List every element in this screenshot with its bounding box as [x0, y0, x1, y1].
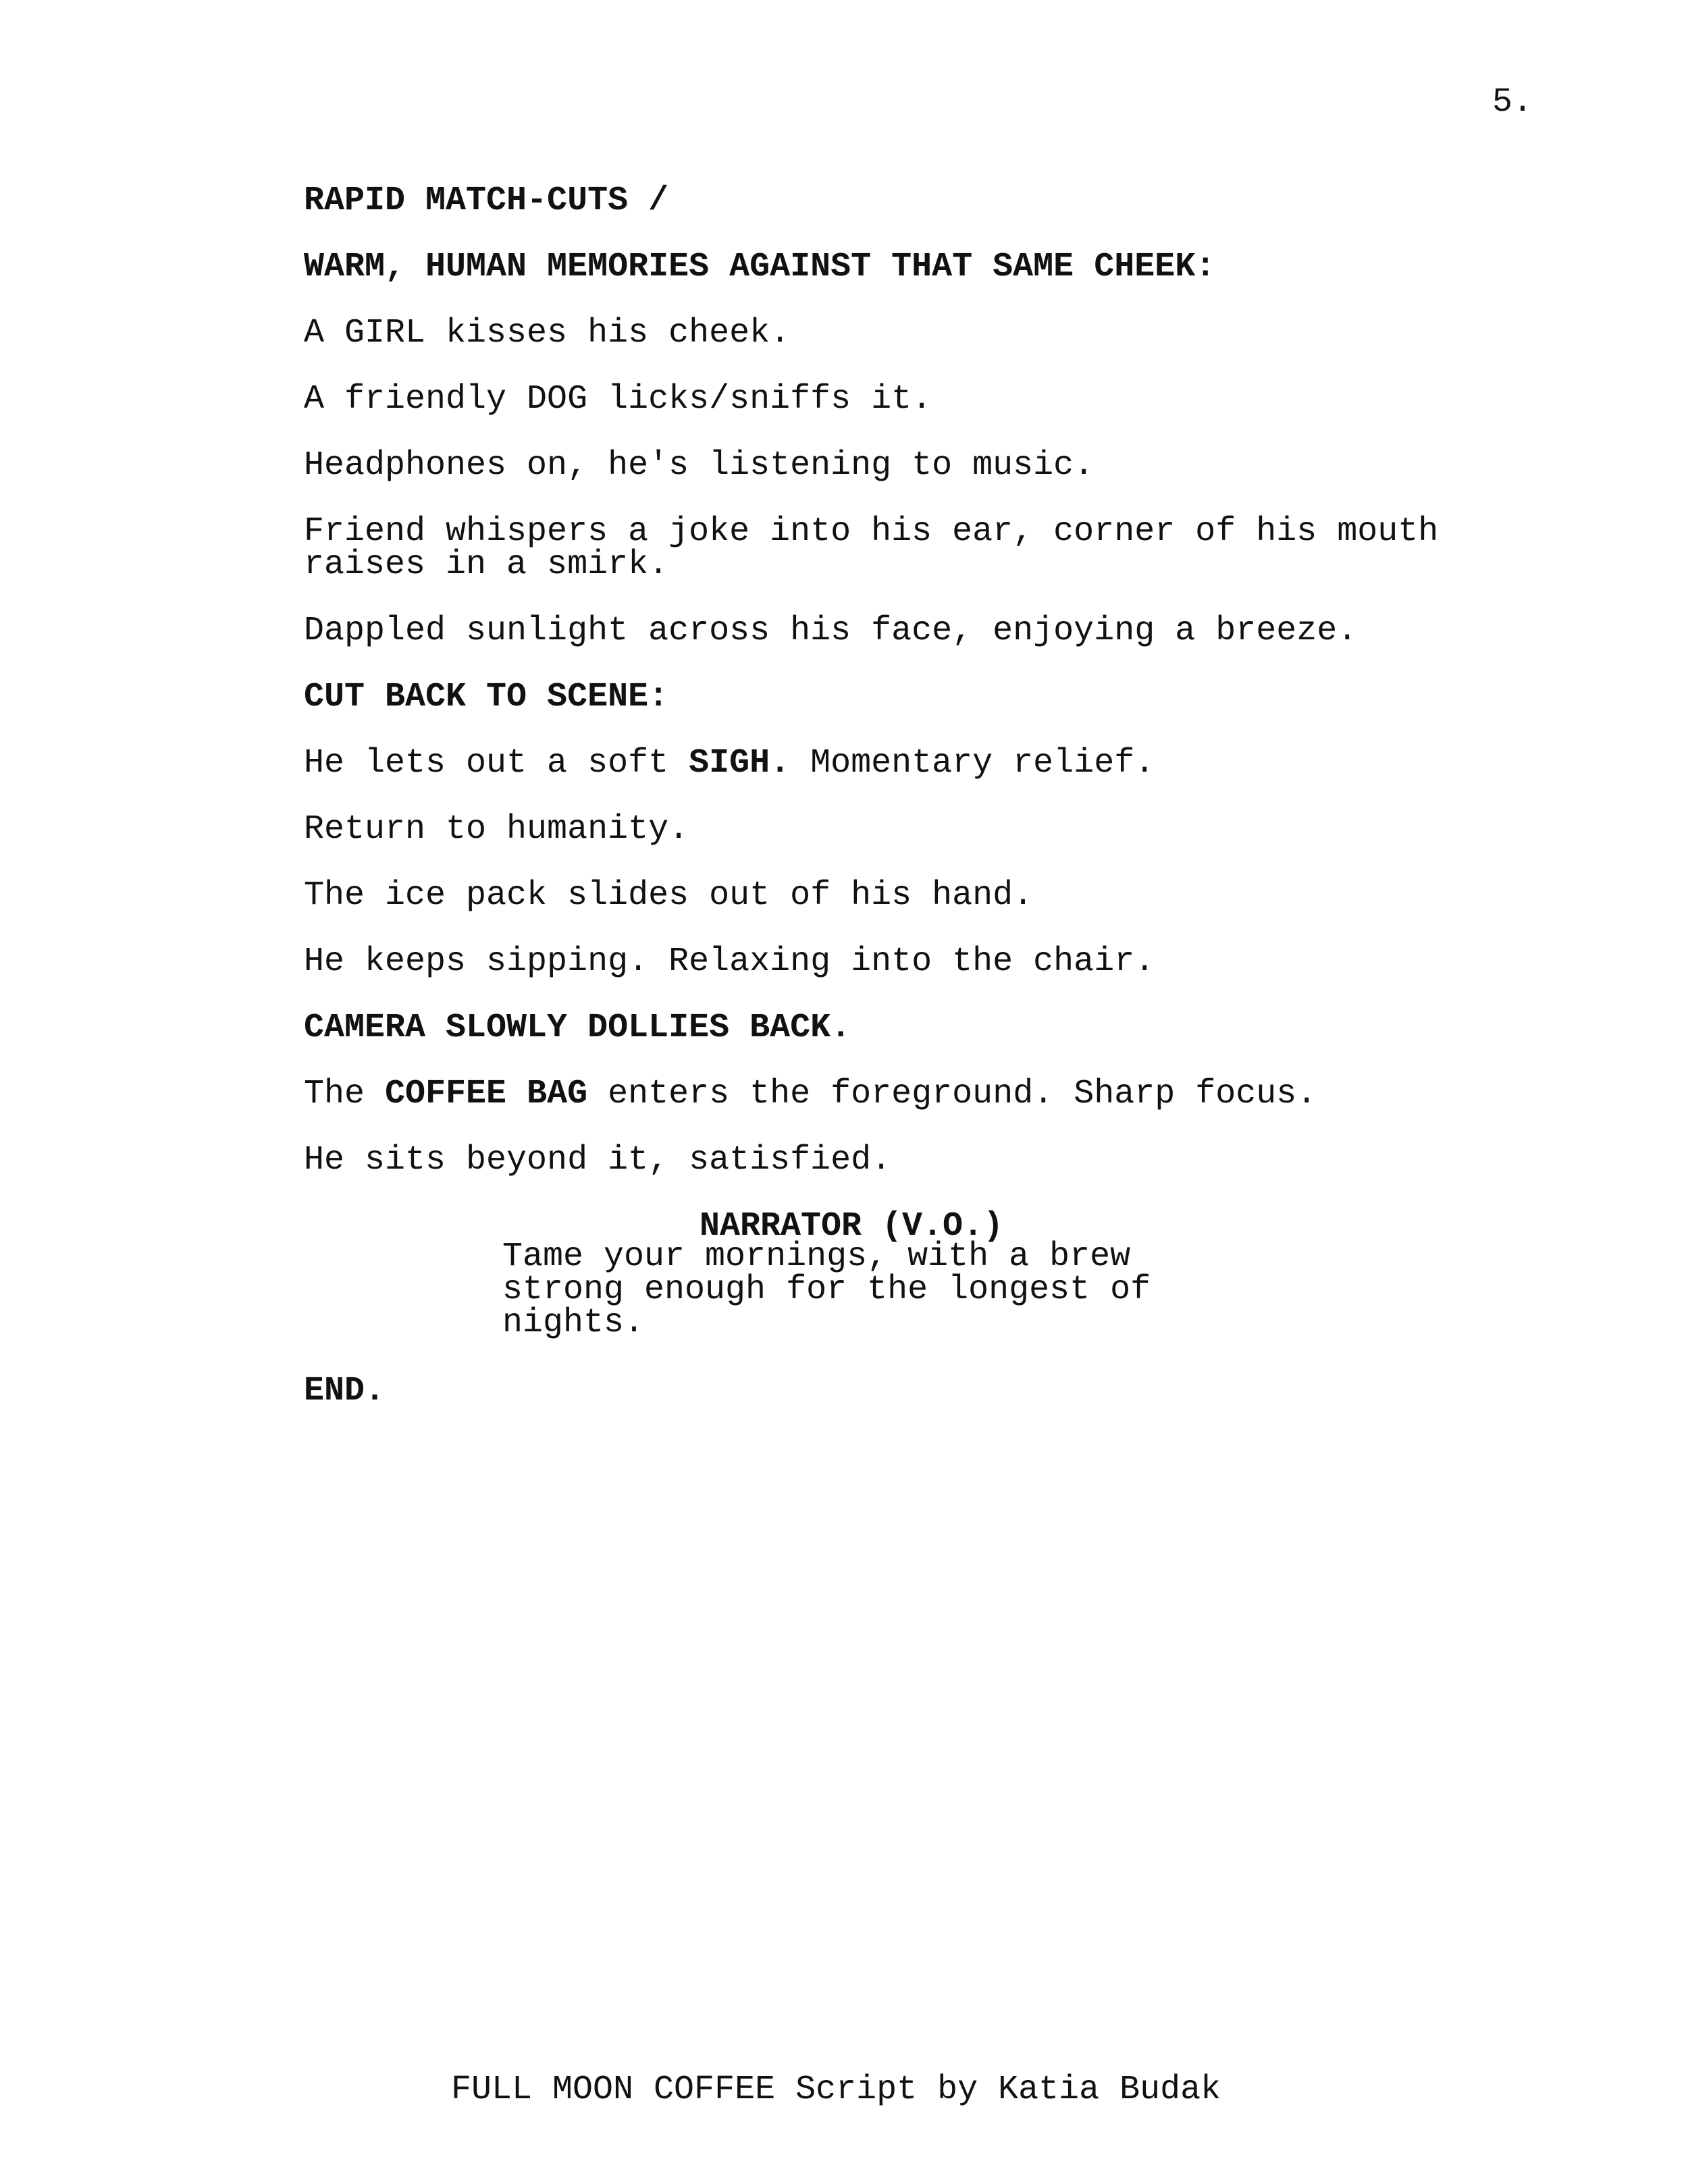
action-line-coffee-bag	[304, 1075, 1317, 1113]
action-line: Headphones on, he's listening to music.	[304, 446, 1094, 485]
action-line: Return to humanity.	[304, 810, 689, 849]
camera-direction: CAMERA SLOWLY DOLLIES BACK.	[304, 1009, 851, 1047]
action-line: The ice pack slides out of his hand.	[304, 876, 1034, 915]
prop-coffee-bag: COFFEE BAG	[385, 1075, 588, 1113]
action-line: raises in a smirk.	[304, 545, 669, 584]
action-line: He sits beyond it, satisfied.	[304, 1141, 892, 1179]
sound-cue-sigh: SIGH.	[689, 744, 791, 782]
action-line: He keeps sipping. Relaxing into the chair.	[304, 942, 1155, 981]
page-footer: FULL MOON COFFEE Script by Katia Budak	[451, 2071, 1221, 2109]
action-text: He lets out a soft	[304, 744, 689, 782]
dialogue-line: nights.	[502, 1304, 645, 1342]
dialogue-line: strong enough for the longest of	[502, 1271, 1151, 1309]
action-line: A GIRL kisses his cheek.	[304, 314, 791, 352]
action-line: A friendly DOG licks/sniffs it.	[304, 380, 932, 419]
action-line-sigh	[304, 744, 1155, 782]
transition-cut-back: CUT BACK TO SCENE:	[304, 678, 669, 716]
action-text: The	[304, 1075, 386, 1113]
scene-heading-warm-memories: WARM, HUMAN MEMORIES AGAINST THAT SAME CHEEK:	[304, 248, 1216, 286]
action-line: Friend whispers a joke into his ear, corner of his mouth	[304, 512, 1439, 551]
action-text: enters the foreground. Sharp focus.	[587, 1075, 1317, 1113]
page-number: 5.	[1492, 83, 1533, 122]
action-line: Dappled sunlight across his face, enjoying a breeze.	[304, 612, 1358, 650]
ending: END.	[304, 1372, 386, 1410]
scene-heading-rapid-match-cuts: RAPID MATCH-CUTS /	[304, 182, 669, 220]
dialogue-block	[502, 1237, 1151, 1342]
action-text: Momentary relief.	[790, 744, 1155, 782]
character-name: NARRATOR (V.O.)	[700, 1207, 1004, 1246]
dialogue-line: Tame your mornings, with a brew	[502, 1237, 1131, 1276]
